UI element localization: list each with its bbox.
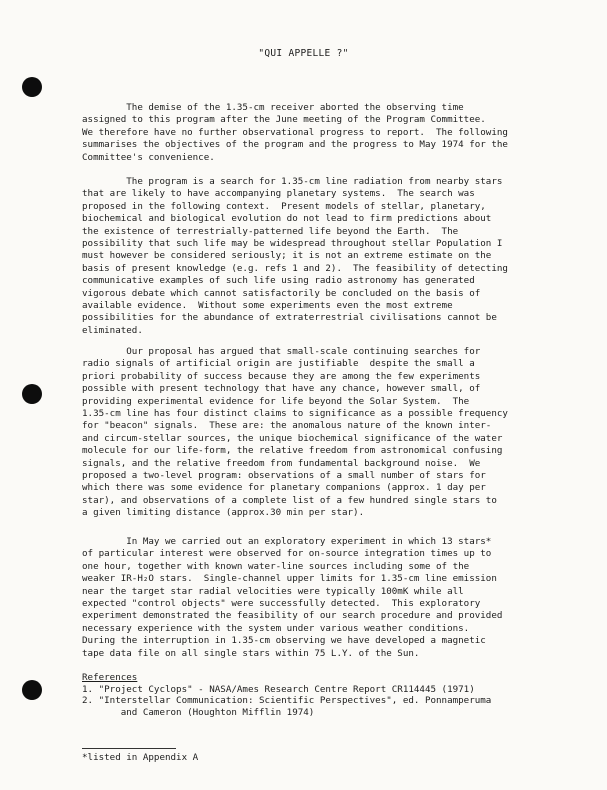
text-line: During the interruption in 1.35-cm observing we have developed a magnetic (82, 635, 486, 647)
text-line: must however be considered seriously; it is not an extreme estimate on the (82, 250, 492, 262)
text-line: providing experimental evidence for life beyond the Solar System. The (82, 395, 470, 407)
text-line: The program is a search for 1.35-cm line radiation from nearby stars (82, 176, 503, 187)
text-line: necessary experience with the system under various weather conditions. (82, 622, 470, 634)
text-line: In May we carried out an exploratory experiment in which 13 stars* (82, 536, 492, 547)
text-line: near the target star radial velocities were typically 100mK while all (82, 585, 464, 597)
text-line: We therefore have no further observational progress to report. The following (82, 126, 508, 138)
text-line: possible with present technology that have any chance, however small, of (82, 383, 481, 395)
paragraph-1 (82, 102, 558, 164)
reference-item: and Cameron (Houghton Mifflin 1974) (82, 706, 315, 718)
text-line: of particular interest were observed for on-source integration times up to (82, 548, 492, 560)
text-line: Committee's convenience. (82, 151, 215, 163)
text-line: signals, and the relative freedom from fundamental background noise. We (82, 457, 481, 469)
text-line: possibility that such life may be widespread throughout stellar Population I (82, 238, 503, 250)
text-line: star), and observations of a complete list of a few hundred single stars to (82, 494, 497, 506)
text-line: available evidence. Without some experiments even the most extreme (82, 300, 453, 312)
text-line: proposed a two-level program: observations of a small number of stars for (82, 470, 486, 482)
footnote-rule (82, 748, 176, 749)
text-line: biochemical and biological evolution do not lead to firm predictions about (82, 213, 492, 225)
references-heading: References (82, 672, 138, 683)
reference-item: 1. "Project Cyclops" - NASA/Ames Research Centre Report CR114445 (1971) (82, 683, 475, 695)
text-line: priori probability of success because they are among the few experiments (82, 370, 481, 382)
text-line: Our proposal has argued that small-scale continuing searches for (82, 346, 481, 357)
text-line: basis of present knowledge (e.g. refs 1 and 2). The feasibility of detecting (82, 262, 508, 274)
text-line: summarises the objectives of the program and the progress to May 1974 for the (82, 139, 508, 151)
text-line: communicative examples of such life using radio astronomy has generated (82, 275, 475, 287)
text-line: which there was some evidence for planetary companions (approx. 1 day per (82, 482, 486, 494)
punch-hole (22, 77, 42, 97)
text-line: tape data file on all single stars within 75 L.Y. of the Sun. (82, 647, 420, 659)
footnote: *listed in Appendix A (82, 752, 199, 763)
text-line: expected "control objects" were successfully detected. This exploratory (82, 598, 481, 610)
text-line: a given limiting distance (approx.30 min per star). (82, 507, 365, 519)
paragraph-3 (82, 346, 558, 520)
text-line: radio signals of artificial origin are justifiable despite the small a (82, 358, 475, 370)
text-line: one hour, together with known water-line sources including some of the (82, 560, 470, 572)
text-line: The demise of the 1.35-cm receiver aborted the observing time (82, 102, 464, 113)
text-line: possibilities for the abundance of extraterrestrial civilisations cannot be (82, 312, 497, 324)
text-line: experiment demonstrated the feasibility of our search procedure and provided (82, 610, 503, 622)
punch-hole (22, 384, 42, 404)
text-line: and circum-stellar sources, the unique biochemical significance of the water (82, 432, 503, 444)
text-line: vigorous debate which cannot satisfactorily be concluded on the basis of (82, 287, 481, 299)
references (82, 672, 558, 718)
paragraph-4 (82, 536, 558, 660)
text-line: the existence of terrestrially-patterned life beyond the Earth. The (82, 225, 459, 237)
paragraph-2 (82, 176, 558, 337)
reference-item: 2. "Interstellar Communication: Scientific Perspectives", ed. Ponnamperuma (82, 695, 492, 707)
text-line: eliminated. (82, 324, 143, 336)
text-line: weaker IR-H₂O stars. Single-channel upper limits for 1.35-cm line emission (82, 573, 497, 585)
text-line: for "beacon" signals. These are: the anomalous nature of the known inter- (82, 420, 492, 432)
text-line: proposed in the following context. Present models of stellar, planetary, (82, 200, 486, 212)
text-line: molecule for our life-form, the relative freedom from astronomical confusing (82, 445, 503, 457)
punch-hole (22, 680, 42, 700)
text-line: assigned to this program after the June meeting of the Program Committee. (82, 114, 486, 126)
text-line: 1.35-cm line has four distinct claims to significance as a possible frequency (82, 408, 508, 420)
text-line: that are likely to have accompanying planetary systems. The search was (82, 188, 475, 200)
page-title: "QUI APPELLE ?" (258, 48, 349, 59)
